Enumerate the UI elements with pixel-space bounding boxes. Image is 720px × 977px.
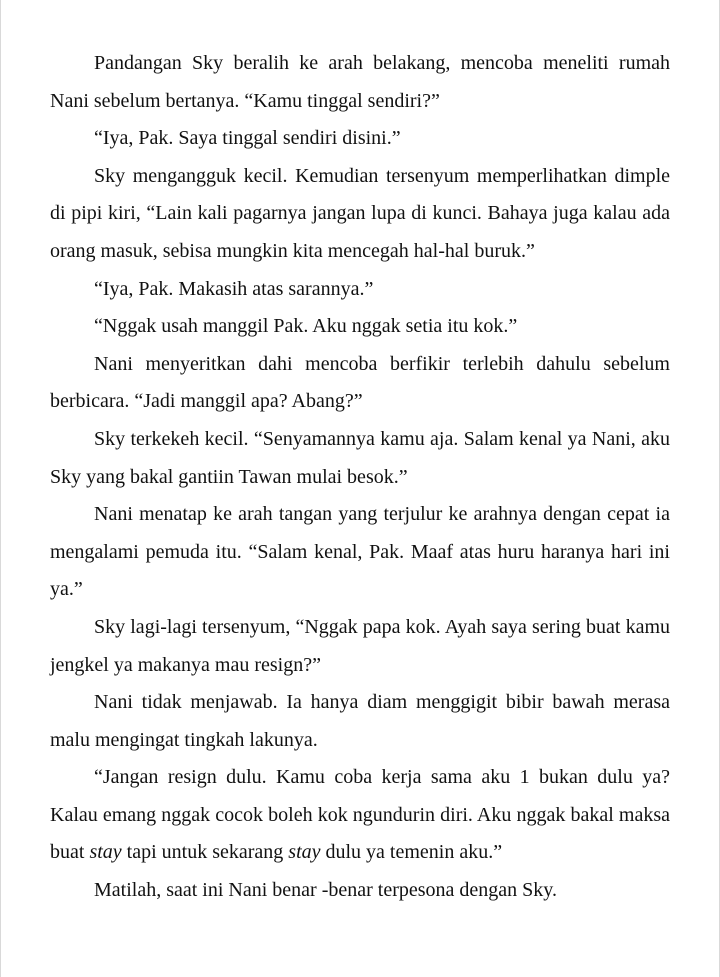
paragraph-11-text-3: dulu ya temenin aku.” (320, 841, 503, 864)
paragraph-11-italic-2: stay (288, 841, 321, 864)
paragraph-4: “Iya, Pak. Makasih atas sarannya.” (94, 277, 374, 300)
paragraph-9: Sky lagi-lagi tersenyum, “Nggak papa kok. Ayah saya sering buat kamu jengkel ya makanya mau resign?” (50, 615, 670, 676)
paragraph-11-text-1: “Jangan resign dulu. Kamu coba kerja sama aku 1 bukan dulu ya? Kalau emang nggak cocok boleh kok ngundurin diri. Aku nggak bakal maksa buat (50, 766, 670, 864)
paragraph-11-italic-1: stay (89, 841, 122, 864)
paragraph-10: Nani tidak menjawab. Ia hanya diam menggigit bibir bawah merasa malu mengingat tingkah lakunya. (50, 691, 670, 751)
paragraph-8: Nani menatap ke arah tangan yang terjulur ke arahnya dengan cepat ia mengalami pemuda itu. “Salam kenal, Pak. Maaf atas huru haranya hari ini ya.” (50, 503, 670, 601)
paragraph-3: Sky mengangguk kecil. Kemudian tersenyum memperlihatkan dimple di pipi kiri, “Lain kali pagarnya jangan lupa di kunci. Bahaya juga kalau ada orang masuk, sebisa mungkin kita mencegah hal-hal buruk.” (50, 164, 670, 262)
body-text (50, 45, 670, 910)
paragraph-1: Pandangan Sky beralih ke arah belakang, mencoba meneliti rumah Nani sebelum bertanya. “Kamu tinggal sendiri?” (50, 52, 670, 112)
paragraph-12: Matilah, saat ini Nani benar -benar terpesona dengan Sky. (94, 879, 557, 902)
paragraph-2: “Iya, Pak. Saya tinggal sendiri disini.” (94, 127, 401, 150)
paragraph-6: Nani menyeritkan dahi mencoba berfikir terlebih dahulu sebelum berbicara. “Jadi manggil apa? Abang?” (50, 352, 670, 413)
paragraph-7: Sky terkekeh kecil. “Senyamannya kamu aja. Salam kenal ya Nani, aku Sky yang bakal gantiin Tawan mulai besok.” (50, 427, 670, 488)
paragraph-11-text-2: tapi untuk sekarang (121, 841, 289, 864)
paragraph-11 (50, 759, 670, 872)
paragraph-5: “Nggak usah manggil Pak. Aku nggak setia itu kok.” (94, 315, 518, 338)
